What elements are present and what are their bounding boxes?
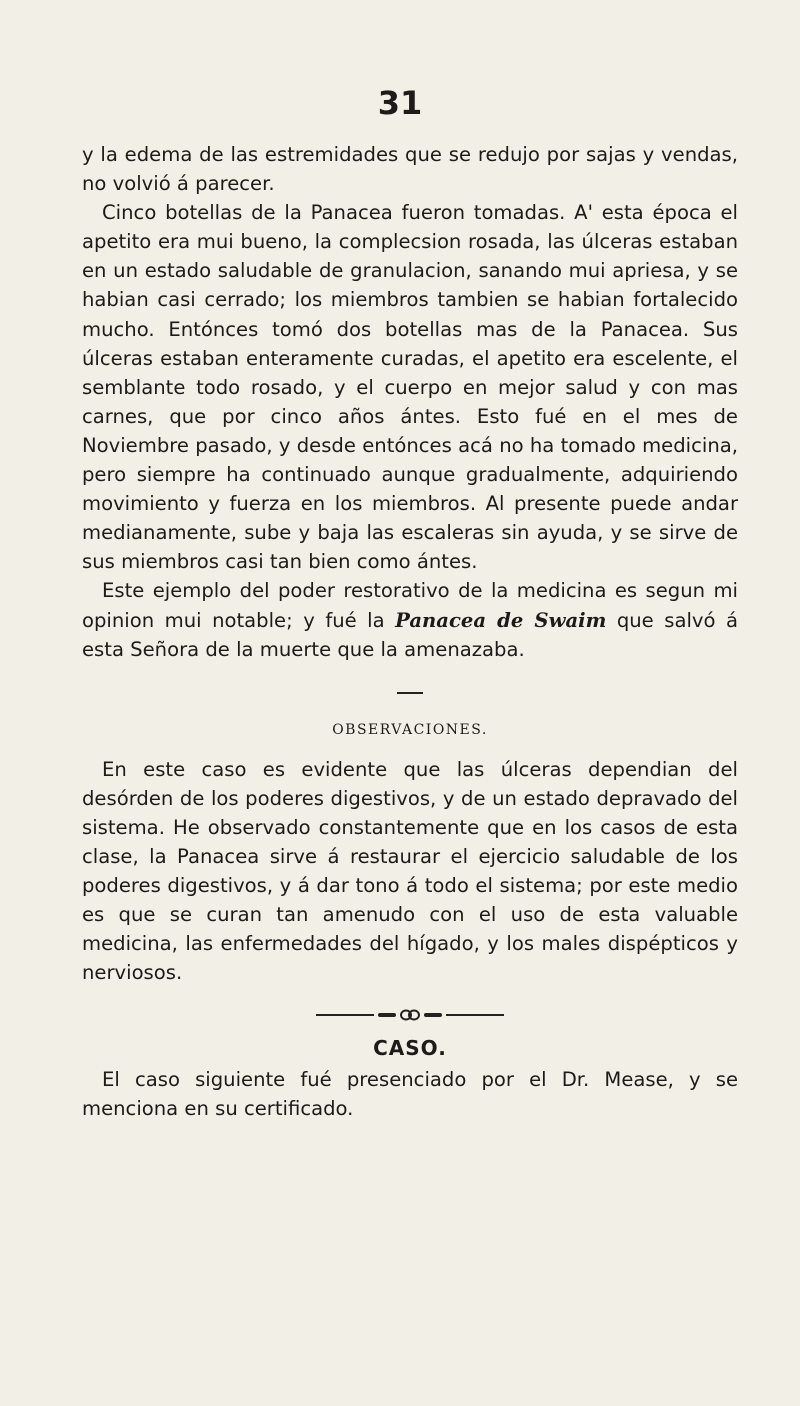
case-paragraph: El caso siguiente fué presenciado por el Dr. Mease, y se menciona en su certificado.	[82, 1067, 738, 1120]
ornament-bar-left	[378, 1013, 396, 1017]
paragraph-continued: y la edema de las estremidades que se redujo por sajas y vendas, no volvió á parecer.	[82, 143, 738, 196]
conclusion-text-after: que salvó á esta Señora de la muerte que la amenazaba.	[82, 608, 738, 661]
page-number: 31	[377, 84, 423, 122]
ornament-knot-icon	[400, 1008, 420, 1022]
observations-paragraph: En este caso es evidente que las úlceras dependian del desórden de los poderes digestivos, y de un estado depravado del sistema. He observado constantemente que en los casos de esta clase, la Panacea sirve á restaurar el ejercicio saludable de los poderes digestivos, y á dar tono á todo el sistema; por este medio es que se curan tan amenudo con el uso de esta valuable medicina, las enfermedades del hígado, y los males dispépticos y nerviosos.	[82, 757, 738, 985]
paragraph-recovery: Cinco botellas de la Panacea fueron tomadas. A' esta época el apetito era mui bueno, la complecsion rosada, las úlceras estaban en un estado saludable de granulacion, sanando mui apriesa, y se habian casi cerrado; los miembros tambien se habian fortalecido mucho. Entónces tomó dos botellas mas de la Panacea. Sus úlceras estaban enteramente curadas, el apetito era escelente, el semblante todo rosado, y el cuerpo en mejor salud y con mas carnes, que por cinco años ántes. Esto fué en el mes de Noviembre pasado, y desde entónces acá no ha tomado medicina, pero siempre ha continuado aunque gradualmente, adquiriendo movimiento y fuerza en los miembros. Al presente puede andar medianamente, sube y baja las escaleras sin ayuda, y se sirve de sus miembros casi tan bien como ántes.	[82, 201, 738, 574]
ornamental-divider	[82, 1008, 738, 1022]
ornament-bar-right	[424, 1013, 442, 1017]
paragraph-conclusion	[82, 576, 738, 663]
section-divider	[397, 692, 423, 694]
body-text	[82, 140, 738, 1123]
case-heading: CASO.	[373, 1035, 447, 1060]
conclusion-text-before: Este ejemplo del poder restorativo de la medicina es segun mi opinion mui notable; y fué la	[82, 579, 738, 632]
observations-heading: OBSERVACIONES.	[332, 721, 488, 738]
ornament-line-right	[446, 1014, 504, 1016]
conclusion-emphasis: Panacea de Swaim	[395, 608, 607, 632]
ornament-line-left	[316, 1014, 374, 1016]
